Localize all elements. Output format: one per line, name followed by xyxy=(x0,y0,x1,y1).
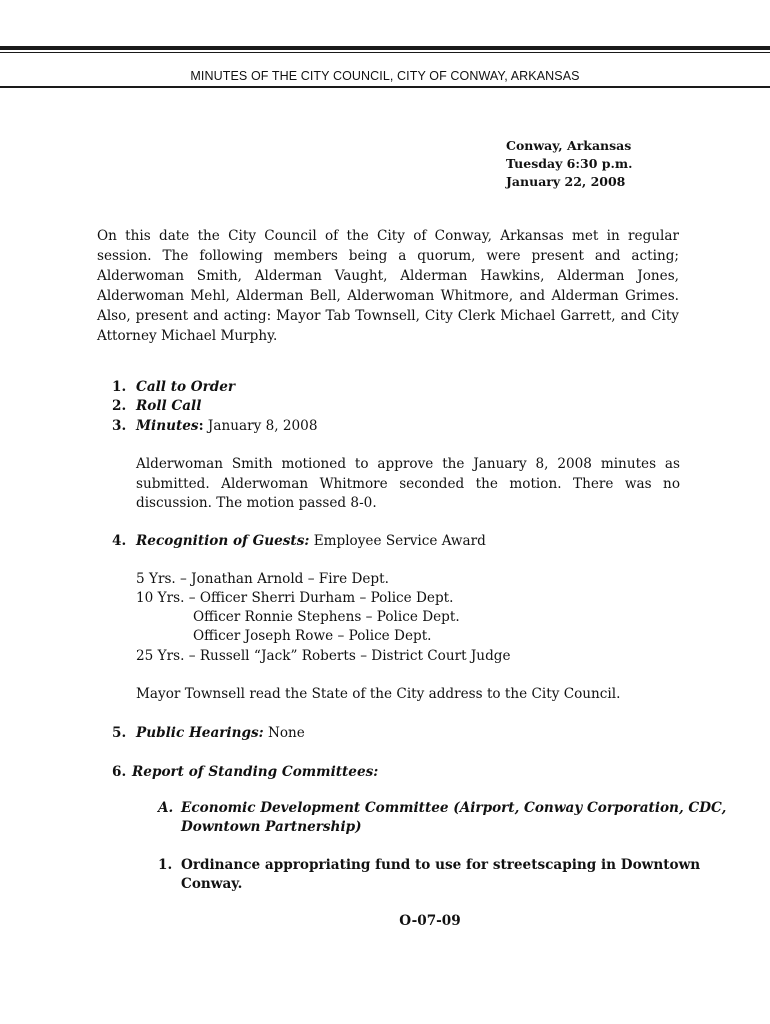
dateline xyxy=(506,137,632,191)
item-number: 6. xyxy=(112,764,127,780)
item-heading: Public Hearings: xyxy=(136,725,264,741)
item-text: January 8, 2008 xyxy=(203,418,318,434)
item-heading: Minutes xyxy=(136,418,199,434)
intro-paragraph: On this date the City Council of the City of Conway, Arkansas met in regular session. The following members being a quorum, were present and acting; Alderwoman Smith, Alderman Vaught, Alderman Hawkins, Alderman Jones, Alderwoman Mehl, Alderman Bell, Alderwoman Whitmore, and Alderman Grimes. Also, present and acting: Mayor Tab Townsell, City Clerk Michael Garrett, and City Attorney Michael Murphy. xyxy=(97,228,679,344)
item-heading: Call to Order xyxy=(136,379,236,395)
committee-heading-line2: Downtown Partnership) xyxy=(181,819,362,835)
ordinance-number: O-07-09 xyxy=(399,913,461,929)
item-text: Employee Service Award xyxy=(309,533,486,549)
header-rule-thin xyxy=(0,52,770,53)
item-number: 2. xyxy=(112,398,127,414)
award-line: 5 Yrs. – Jonathan Arnold – Fire Dept. xyxy=(136,571,389,587)
agenda-item-1 xyxy=(112,378,236,397)
agenda-item-4 xyxy=(112,532,486,551)
award-line: 25 Yrs. – Russell “Jack” Roberts – District Court Judge xyxy=(136,648,511,664)
ordinance-title-line2: Conway. xyxy=(181,876,243,892)
state-of-city-paragraph: Mayor Townsell read the State of the City address to the City Council. xyxy=(136,686,621,702)
item-heading: Recognition of Guests: xyxy=(136,533,310,549)
agenda-item-6 xyxy=(112,763,379,782)
item-heading: Roll Call xyxy=(136,398,202,414)
agenda-item-2 xyxy=(112,397,202,416)
committee-heading-line1: Economic Development Committee (Airport, Conway Corporation, CDC, xyxy=(181,800,727,816)
ordinance-title-line1: Ordinance appropriating fund to use for streetscaping in Downtown xyxy=(181,857,701,873)
item-number: 4. xyxy=(112,533,127,549)
award-line: Officer Joseph Rowe – Police Dept. xyxy=(193,628,432,644)
item-heading: Report of Standing Committees: xyxy=(132,764,379,780)
header-rule-thick xyxy=(0,46,770,50)
item-number: 3. xyxy=(112,418,127,434)
dateline-time: Tuesday 6:30 p.m. xyxy=(506,156,633,171)
agenda-item-3 xyxy=(112,417,318,436)
page-title: MINUTES OF THE CITY COUNCIL, CITY OF CONWAY, ARKANSAS xyxy=(190,69,580,83)
dateline-date: January 22, 2008 xyxy=(506,174,626,189)
award-line: Officer Ronnie Stephens – Police Dept. xyxy=(193,609,460,625)
title-underline xyxy=(0,86,770,88)
item-number: 1. xyxy=(112,379,127,395)
item-number: 5. xyxy=(112,725,127,741)
item-text: None xyxy=(263,725,305,741)
subitem-letter: A. xyxy=(158,800,174,816)
minutes-motion-paragraph: Alderwoman Smith motioned to approve the January 8, 2008 minutes as submitted. Alderwoman Whitmore seconded the motion. There was no discussion. The motion passed 8-0. xyxy=(136,456,680,511)
dateline-place: Conway, Arkansas xyxy=(506,138,632,153)
agenda-item-5 xyxy=(112,724,305,743)
subitem-number: 1. xyxy=(158,857,173,873)
item-colon: : xyxy=(198,418,204,434)
award-line: 10 Yrs. – Officer Sherri Durham – Police Dept. xyxy=(136,590,454,606)
